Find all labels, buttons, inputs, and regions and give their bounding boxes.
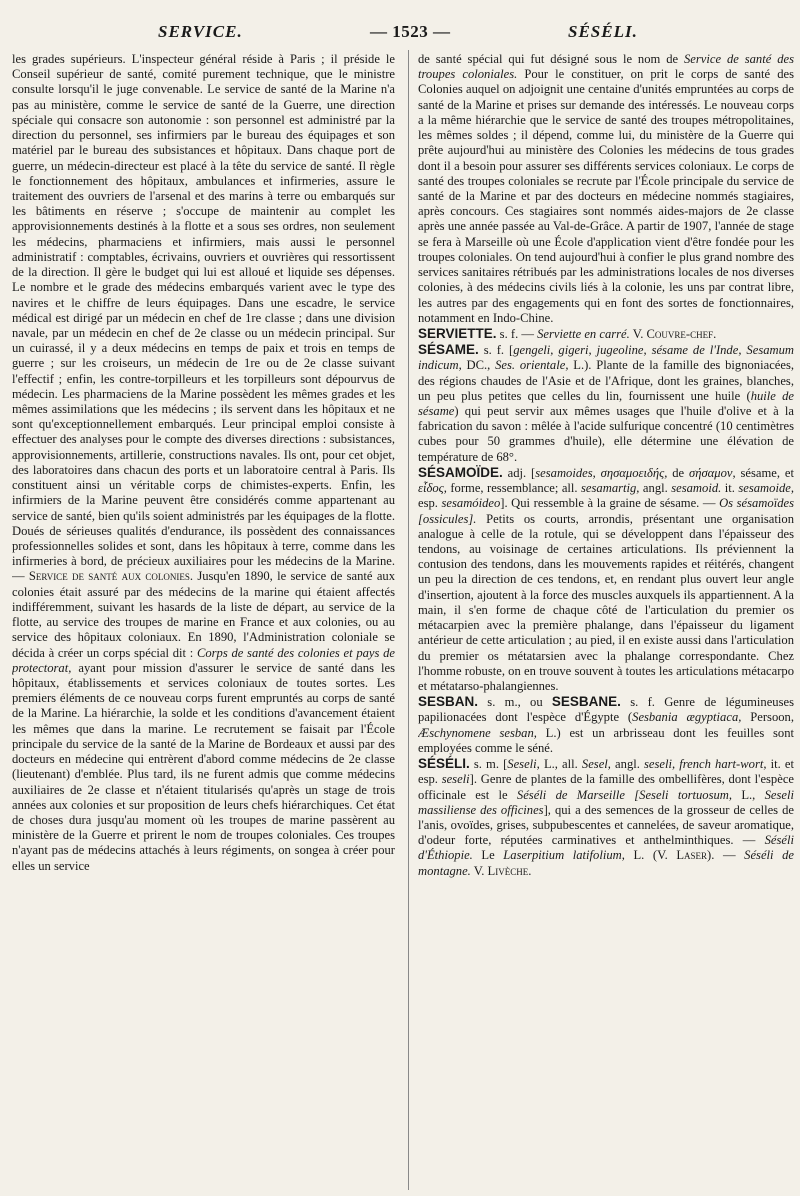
entry-sesban: SESBAN. s. m., ou SESBANE. s. f. Genre de légumineuses papilionacées dont l'espèce d'Égypte (Sesbania ægyptiaca, Persoon, Æschynomene sesban, L.) est un arbrisseau dont les feuilles sont employées comme le séné. xyxy=(418,694,794,755)
left-column xyxy=(12,52,395,1192)
service-sante-marine-text: les grades supérieurs. L'inspecteur général réside à Paris ; il préside le Conseil supérieur de santé, comité purement technique, que le ministre consulte lorsqu'il le juge convenable. Le service de santé de la Marine n'a pas au ministère, comme le service de santé de la Guerre, une direction spéciale qui consacre son autonomie : son personnel est administré par la direction du personnel, ses infirmiers par le bureau des équipages et son matériel par le bureau des subsistances et hôpitaux. Dans chaque port de guerre, un médecin-directeur est placé à la tête du service de santé. Il règle le fonctionnement des hôpitaux, ambulances et infirmeries, assure le traitement des ouvriers de l'arsenal et des marins à terre ou embarqués sur les bâtiments en réserve ; s'occupe de maintenir au complet les approvisionnements destinés à la flotte et a sous ses ordres, non seulement les médecins, pharmaciens et infirmiers, mais aussi le personnel administratif : comptables, écrivains, ouvriers et ouvrières qui ressortissent de la direction. Il gère le budget qui lui est alloué et liquide ses dépenses. Le nombre et le grade des médecins embarqués varient avec le type des navires et le chiffre de leurs équipages. Dans une escadre, le service médical est dirigé par un médecin en chef de 1re classe ; dans une division navale, par un médecin en chef de 2e classe ou un médecin principal. Sur un cuirassé, il y a deux médecins en temps de paix et trois en temps de guerre ; sur les croiseurs, un médecin de 1re ou de 2e classe suivant l'effectif ; enfin, les contre-torpilleurs et les torpilleurs sont dépourvus de médecin. Les pharmaciens de la Marine possèdent les mêmes grades et les mêmes assimilations que les médecins ; ils servent dans les hôpitaux et ne sont qu'exceptionnellement embarqués. Leur principal emploi consiste à effectuer des analyses pour le compte des diverses directions : subsistances, approvisionnements, artillerie, constructions navales. Ils ont, pour cet objet, des laboratoires dans chacun des ports et un laboratoire central à Paris. Ils constituent ainsi un véritable corps de chimistes-experts. Enfin, les infirmiers de la Marine peuvent être considérés comme appartenant au service de santé, bien qu'ils soient administrés par les équipages de la flotte. Doués de sérieuses qualités d'endurance, ils possèdent des connaissances professionnelles solides et sont, dans les hôpitaux à terre, comme dans les infirmeries à bord, de précieux auxiliaires pour les médecins de la Marine. — Service de santé aux colonies. Jusqu'en 1890, le service de santé aux colonies était assuré par des médecins de la marine qui étaient affectés indifféremment, suivant les hasards de la liste de départ, au service de la flotte, au service des troupes de marine en France et aux colonies, ou au service des hôpitaux coloniaux. En 1890, l'Administration coloniale se décida à créer un corps spécial dit : Corps de santé des colonies et pays de protectorat, ayant pour mission d'assurer le service de santé dans les hôpitaux, établissements et services coloniaux de toutes sortes. Les premiers éléments de ce nouveau corps furent empruntés au corps de santé de la Marine. La hiérarchie, la solde et les conditions d'avancement étaient les mêmes que dans la marine. Le recrutement se faisait par l'École principale du service de la santé de la Marine de Bordeaux et aussi par des docteurs en médecine qui entrèrent d'abord comme médecins de 2e classe (lieutenant) d'emblée. Plus tard, ils ne furent admis que comme médecins auxiliaires de 2e classe et n'étaient titularisés qu'après un stage de trois années aux colonies et sur proposition de leurs chefs hiérarchiques. Cet état de choses dura jusqu'au moment où les troupes de marine passèrent au ministère de la Guerre et prirent le nom de troupes coloniales. Ces troupes n'ayant pas de médecins attachés à leurs régiments, on songea à créer pour elles un service xyxy=(12,52,395,873)
headword-sesban: SESBAN. xyxy=(418,694,479,710)
entry-seseli: SÉSÉLI. s. m. [Seseli, L., all. Sesel, angl. seseli, french hart-wort, it. et esp. seseli]. Genre de plantes de la famille des ombellifères, dont l'espèce officinale est le Séséli de Marseille [Seseli tortuosum, L., Seseli massiliense des officines], qui a des semences de la grosseur de celles de l'anis, ovoïdes, grises, subpubescentes et cannelées, de saveur aromatique, d'odeur forte, réputées carminatives et anthelminthiques. — Séséli d'Éthiopie. Le Laserpitium latifolium, L. (V. Laser). — Séséli de montagne. V. Livèche. xyxy=(418,756,794,878)
page-header xyxy=(0,0,800,44)
headword-serviette: SERVIETTE. xyxy=(418,325,497,341)
headword-sesame: SÉSAME. xyxy=(418,342,479,358)
headword-sesamoide: SÉSAMOÏDE. xyxy=(418,464,503,480)
headword-seseli: SÉSÉLI. xyxy=(418,756,470,772)
entry-serviette: SERVIETTE. s. f. — Serviette en carré. V. Couvre-chef. xyxy=(418,325,717,341)
entry-sesamoide: SÉSAMOÏDE. adj. [sesamoides, σησαμοειδής, de σήσαμον, sésame, et εἶδος, forme, ressemblance; all. sesamartig, angl. sesamoid. it. sesamoide, esp. sesamóideo]. Qui ressemble à la graine de sésame. — Os sésamoïdes [ossicules]. Petits os courts, arrondis, présentant une organisation analogue à celle de la rotule, qui se développent dans l'épaisseur des tendons, au voisinage de certaines articulations. Ils préviennent la contusion des tendons, dans les mouvements rapides et réitérés, changent un peu la direction de ces tendons, et, en rendant plus ouvert leur angle d'insertion, ajoutent à la force des muscles auxquels ils appartiennent. A la main, il s'en forme de chaque côté de l'articulation du premier os métacarpien avec la première phalange, dans l'épaisseur du ligament antérieur de cette articulation ; au pied, il en existe aussi dans l'articulation du premier os métatarsien avec la phalange correspondante. Chez l'homme robuste, on en trouve souvent à toutes les articulations métacarpo et métatarso-phalangiennes. xyxy=(418,464,794,693)
right-column xyxy=(418,52,794,1192)
service-sante-continuation: de santé spécial qui fut désigné sous le nom de Service de santé des troupes coloniales. Pour le constituer, on prit le corps de santé des Colonies auquel on adjoignit une centaine d'unités empruntées au corps de santé de la Marine et prises sur demande des intéressés. Le nouveau corps a la même hiérarchie que le service de santé des troupes métropolitaines, les mêmes soldes ; il dépend, comme lui, du ministère de la Guerre qui prête aujourd'hui au ministère des Colonies les médecins de tous grades dont il a besoin pour assurer ses différents services coloniaux. Le corps de santé des troupes coloniales se recrute par l'École principale du service de santé de la Marine et par des docteurs en médecine nommés stagiaires, après concours. Ces stagiaires sont nommés aides-majors de 2e classe après une année passée au Val-de-Grâce. A partir de 1907, l'année de stage se fera à Marseille où une École d'application vient d'être fondée pour les troupes coloniales. On tend aujourd'hui à confier le plus grand nombre des services sanitaires rétribués par les administrations locales de nos diverses colonies, à des médecins civils liés à la colonie, les uns par contrat libre, les autres par des engagements qui en font des sortes de fonctionnaires, notamment en Indo-Chine. xyxy=(418,52,794,325)
headword-sesbane: SESBANE. xyxy=(551,694,621,710)
running-head-left: SERVICE. xyxy=(158,22,243,41)
column-divider xyxy=(408,50,409,1190)
entry-sesame: SÉSAME. s. f. [gengeli, gigeri, jugeoline, sésame de l'Inde, Sesamum indicum, DC., Ses. orientale, L.). Plante de la famille des bignoniacées, des régions chaudes de l'Asie et de l'Afrique, dont les graines, blanches, un peu plus petites que celles du lin, fournissent une huile (huile de sésame) qui peut servir aux mêmes usages que l'huile d'olive et à la fabrication du savon : mêlée à l'acide sulfurique concentré (10 centimètres cubes pour 50 grammes d'huile), elle détermine une élévation de température de 68°. xyxy=(418,342,794,464)
page-number: — 1523 — xyxy=(370,22,451,41)
running-head-right: SÉSÉLI. xyxy=(568,22,638,41)
